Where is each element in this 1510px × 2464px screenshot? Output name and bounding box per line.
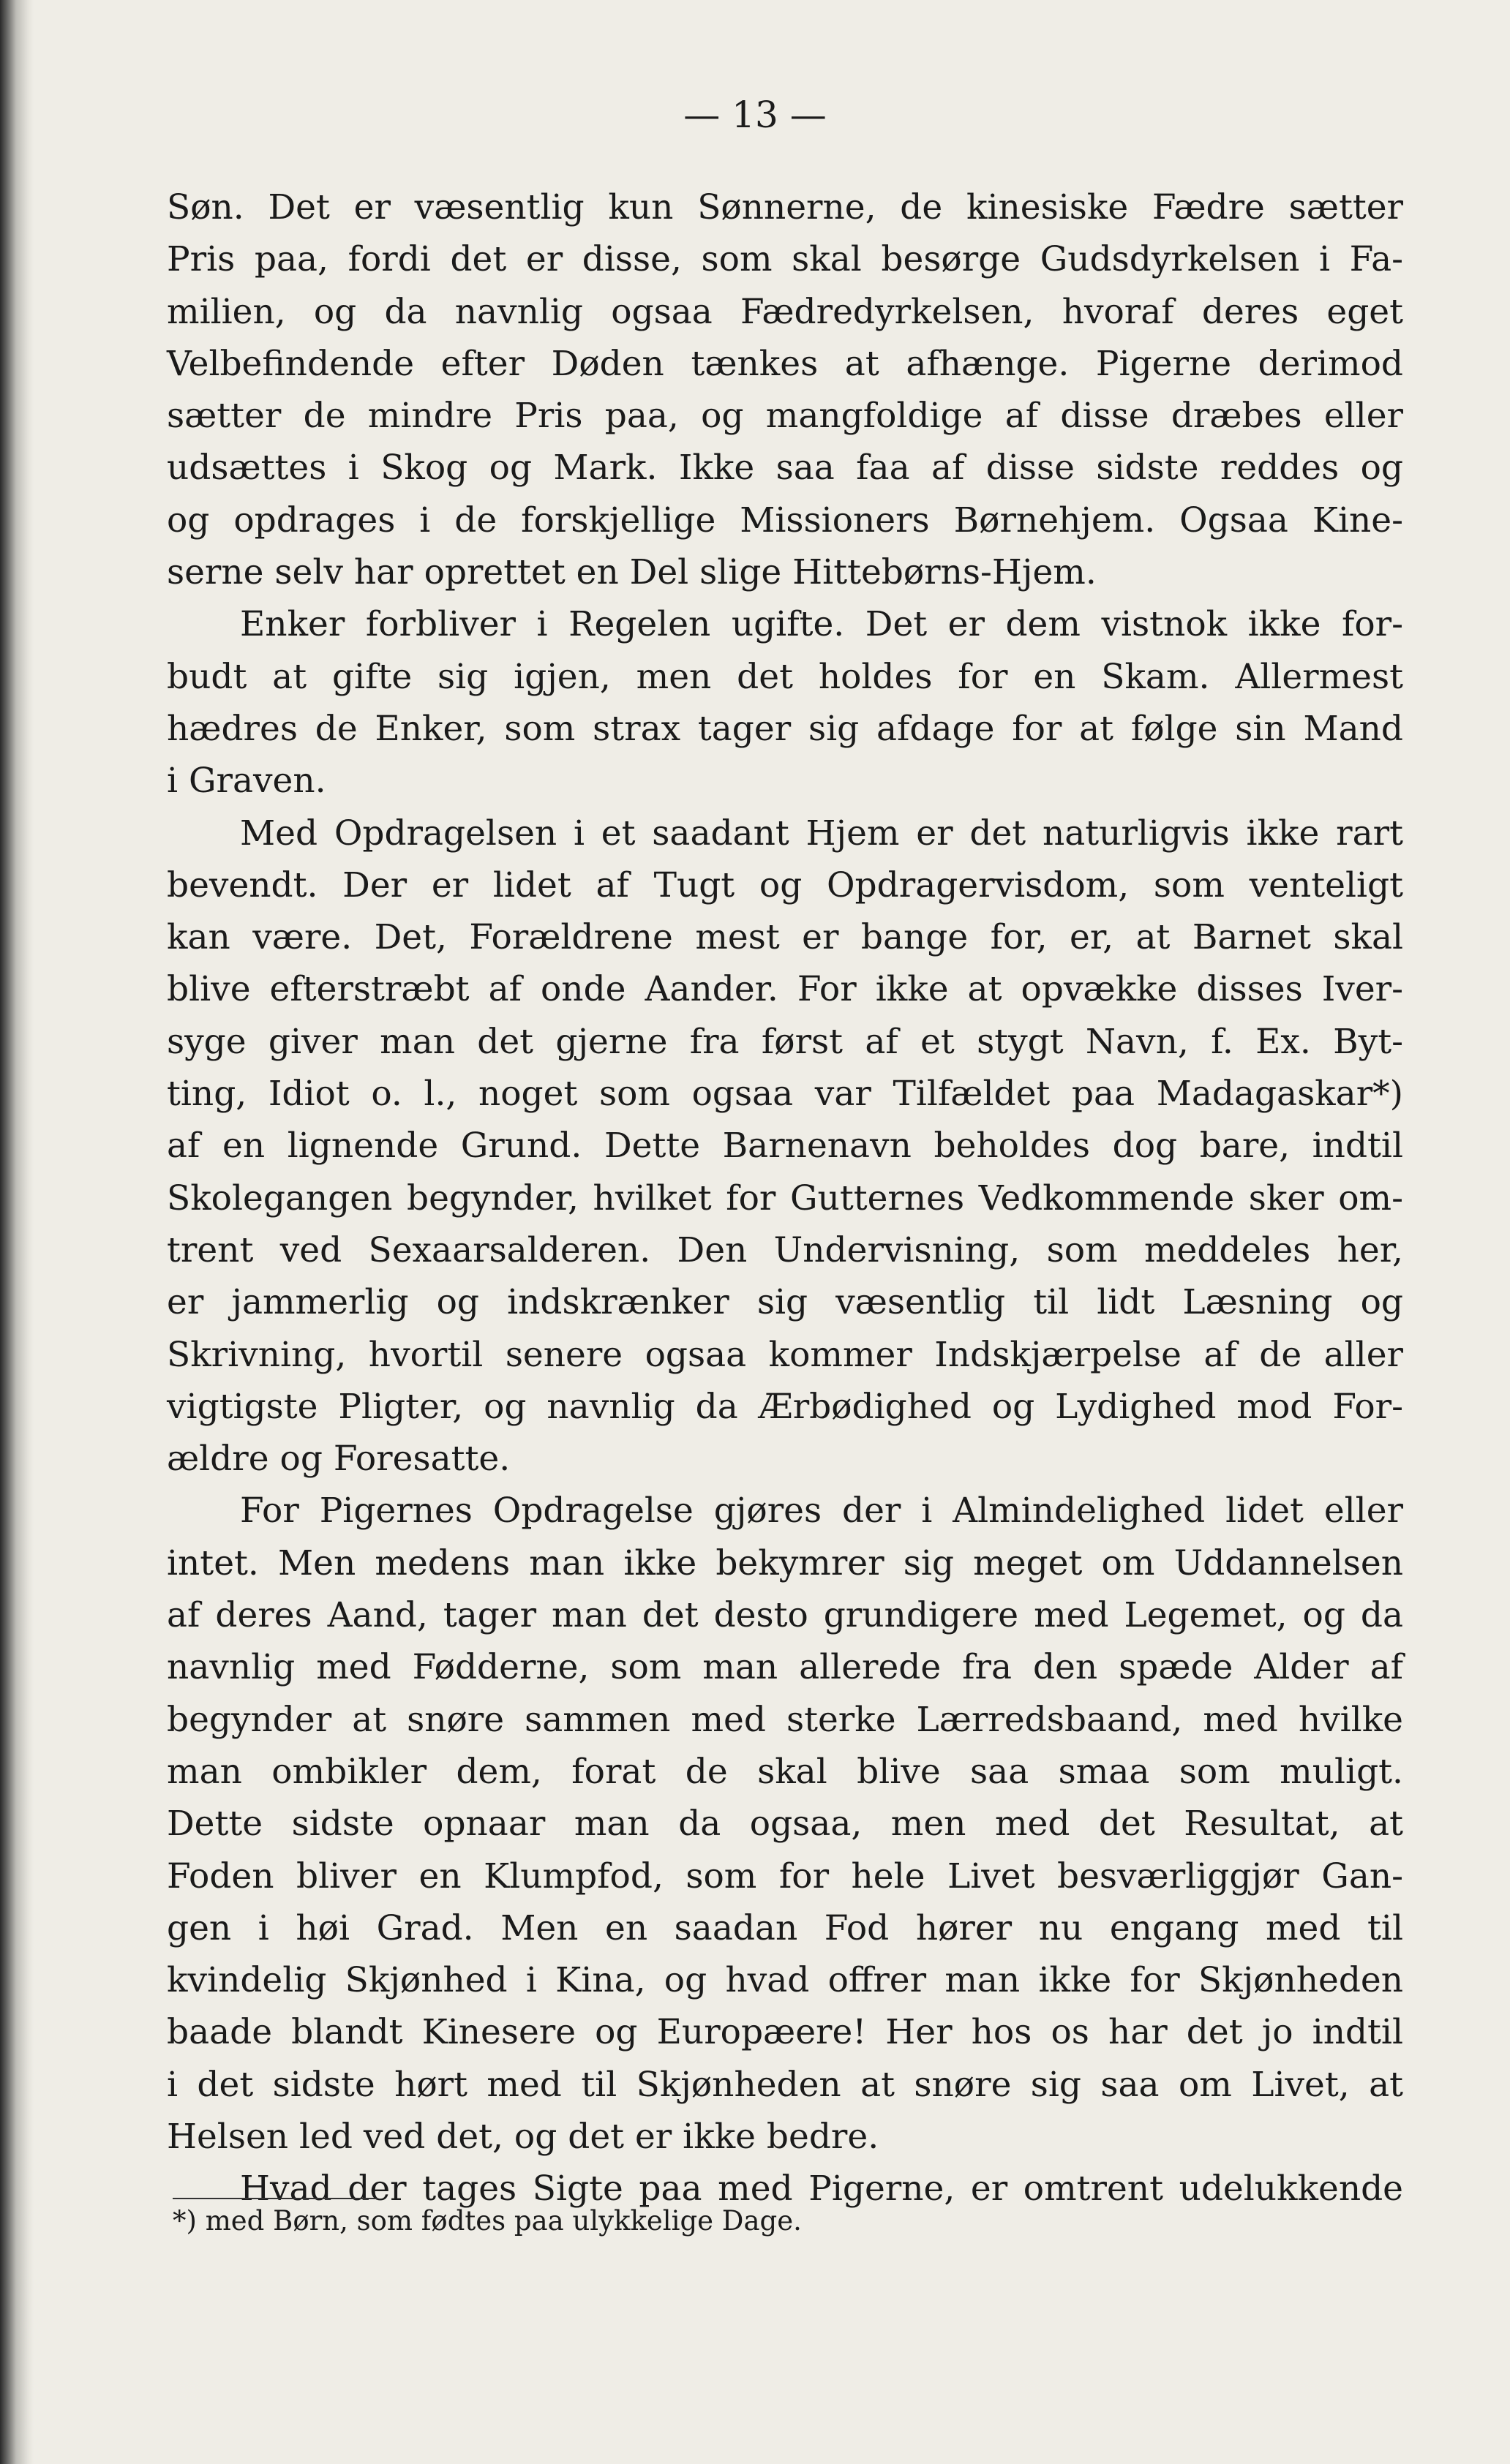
- text-line: er jammerlig og indskrænker sig væsentlig til lidt Læsning og: [167, 1282, 1403, 1323]
- text-line: af deres Aand, tager man det desto grundigere med Legemet, og da: [167, 1595, 1403, 1636]
- text-line: i det sidste hørt med til Skjønheden at snøre sig saa om Livet, at: [167, 2064, 1403, 2105]
- binding-edge: [0, 0, 34, 2464]
- text-line: Med Opdragelsen i et saadant Hjem er det naturligvis ikke rart: [240, 813, 1403, 854]
- text-line: begynder at snøre sammen med sterke Lærredsbaand, med hvilke: [167, 1699, 1403, 1740]
- text-line: Helsen led ved det, og det er ikke bedre.: [167, 2116, 879, 2157]
- text-line: baade blandt Kinesere og Europæere! Her hos os har det jo indtil: [167, 2012, 1403, 2053]
- text-line: i Graven.: [167, 761, 326, 802]
- text-line: man ombikler dem, forat de skal blive saa smaa som muligt.: [167, 1751, 1403, 1792]
- text-line: og opdrages i de forskjellige Missioners Børnehjem. Ogsaa Kine-: [167, 500, 1403, 540]
- text-line: navnlig med Fødderne, som man allerede fra den spæde Alder af: [167, 1647, 1403, 1688]
- text-line: Enker forbliver i Regelen ugifte. Det er dem vistnok ikke for-: [240, 604, 1403, 645]
- text-line: ting, Idiot o. l., noget som ogsaa var Tilfældet paa Madagaskar*): [167, 1074, 1403, 1115]
- text-line: milien, og da navnlig ogsaa Fædredyrkelsen, hvoraf deres eget: [167, 291, 1403, 332]
- body-text: [167, 181, 1403, 2215]
- text-line: Skrivning, hvortil senere ogsaa kommer Indskjærpelse af de aller: [167, 1334, 1403, 1375]
- text-line: Velbefindende efter Døden tænkes at afhænge. Pigerne derimod: [167, 343, 1403, 384]
- footnote: *) med Børn, som fødtes paa ulykkelige Dage.: [173, 2205, 802, 2237]
- footnote-divider: [173, 2198, 378, 2199]
- page-number: — 13 —: [683, 94, 827, 136]
- text-line: Pris paa, fordi det er disse, som skal besørge Gudsdyrkelsen i Fa-: [167, 239, 1403, 280]
- text-line: udsættes i Skog og Mark. Ikke saa faa af disse sidste reddes og: [167, 448, 1403, 489]
- text-line: vigtigste Pligter, og navnlig da Ærbødighed og Lydighed mod For-: [167, 1386, 1403, 1427]
- text-line: kvindelig Skjønhed i Kina, og hvad offrer man ikke for Skjønheden: [167, 1960, 1403, 2001]
- text-line: intet. Men medens man ikke bekymrer sig meget om Uddannelsen: [167, 1542, 1403, 1583]
- text-line: For Pigernes Opdragelse gjøres der i Almindelighed lidet eller: [240, 1491, 1403, 1531]
- text-line: serne selv har oprettet en Del slige Hittebørns-Hjem.: [167, 552, 1097, 593]
- text-line: gen i høi Grad. Men en saadan Fod hører nu engang med til: [167, 1907, 1403, 1948]
- text-line: syge giver man det gjerne fra først af et stygt Navn, f. Ex. Byt-: [167, 1021, 1403, 1062]
- text-line: ældre og Foresatte.: [167, 1439, 511, 1480]
- text-line: Foden bliver en Klumpfod, som for hele Livet besværliggjør Gan-: [167, 1855, 1403, 1896]
- text-line: blive efterstræbt af onde Aander. For ikke at opvække disses Iver-: [167, 969, 1403, 1010]
- text-line: kan være. Det, Forældrene mest er bange for, er, at Barnet skal: [167, 917, 1403, 958]
- text-line: bevendt. Der er lidet af Tugt og Opdragervisdom, som venteligt: [167, 864, 1403, 905]
- text-line: Dette sidste opnaar man da ogsaa, men med det Resultat, at: [167, 1804, 1403, 1845]
- text-line: Hvad der tages Sigte paa med Pigerne, er omtrent udelukkende: [240, 2169, 1403, 2209]
- text-line: Skolegangen begynder, hvilket for Gutternes Vedkommende sker om-: [167, 1178, 1403, 1218]
- text-line: sætter de mindre Pris paa, og mangfoldige af disse dræbes eller: [167, 396, 1403, 437]
- text-line: Søn. Det er væsentlig kun Sønnerne, de kinesiske Fædre sætter: [167, 187, 1403, 227]
- text-line: af en lignende Grund. Dette Barnenavn beholdes dog bare, indtil: [167, 1126, 1403, 1167]
- text-line: hædres de Enker, som strax tager sig afdage for at følge sin Mand: [167, 708, 1403, 749]
- text-line: trent ved Sexaarsalderen. Den Undervisning, som meddeles her,: [167, 1229, 1403, 1270]
- text-line: budt at gifte sig igjen, men det holdes for en Skam. Allermest: [167, 656, 1403, 697]
